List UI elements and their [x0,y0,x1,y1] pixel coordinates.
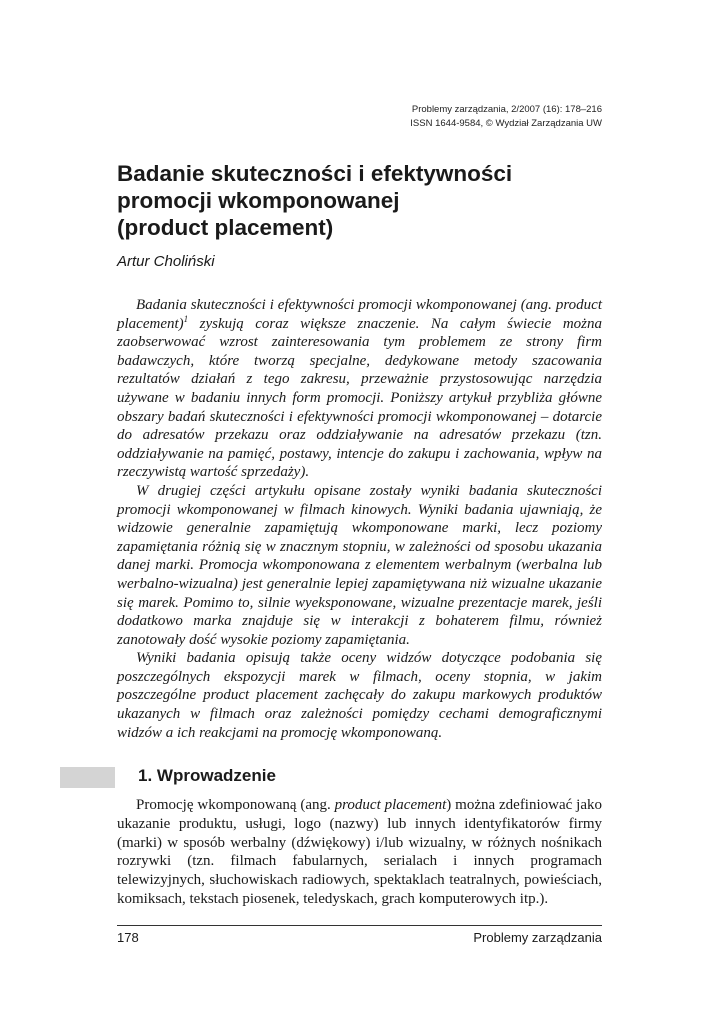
section-number: 1. [138,766,153,785]
body-p1-italic-term: product placement [334,797,447,813]
body-p1-text: Promocję wkomponowaną (ang. [136,797,335,813]
section-marker-bar [60,767,115,788]
article-title-line-2: promocji wkomponowanej [117,188,400,213]
article-title [117,160,617,241]
abstract-p1-text: Badania skuteczności i efektywności promocji wkomponowanej (ang. product placement) [117,297,602,332]
abstract-paragraph-2: W drugiej części artykułu opisane zostały wyniki badania skuteczności promocji wkomponowanej w filmach kinowych. Wyniki badania ujawniają, że widzowie generalnie zapamiętują wkomponowane marki, lecz poziomy zapamiętania różnią się w znacznym stopniu, w zależności od sposobu ukazania danej marki. Promocja wkomponowana z elementem werbalnym (werbalna lub werbalno-wizualna) jest generalnie lepiej zapamiętywana niż wizualne ukazanie się marek. Pomimo to, silnie wyeksponowane, wizualne prezentacje marek, jeśli dodatkowo marka znajduje się w interakcji z bohaterem filmu, również zanotowały dość wysokie poziomy zapamiętania. [117,482,602,648]
footer-journal-name: Problemy zarządzania [473,930,602,945]
footnote-marker[interactable]: 1 [183,313,189,324]
body-text [117,796,602,909]
body-p1-text-cont: ) można zdefiniować jako ukazanie produktu, usługi, logo (nazwy) lub innych identyfikatorów firmy (marki) w sposób werbalny (dźwiękowy) i/lub wizualny, w różnych nośnikach rozrywki (tzn. filmach fabularnych, serialach i innych programach telewizyjnych, słuchowiskach radiowych, spektaklach teatralnych, powieściach, komiksach, tekstach piosenek, teledyskach, grach komputerowych itp.). [117,797,602,907]
abstract-p1-text-cont: zyskują coraz większe znaczenie. Na całym świecie można zaobserwować wzrost zainteresowania tym problemem ze strony firm badawczych, które tworzą specjalne, dedykowane metody szacowania rezultatów działań z tego zakresu, przeważnie przystosowując narzędzia używane w badaniu innych form promocji. Poniższy artykuł przybliża główne obszary badań skuteczności i efektywności promocji wkomponowanej – dotarcie do adresatów przekazu oraz oddziaływanie na adresatów przekazu (tzn. oddziaływanie na pamięć, postawy, intencje do zakupu i zachowania, wpływ na rzeczywistą wartość sprzedaży). [117,315,602,481]
page-number: 178 [117,930,139,945]
body-paragraph-1 [117,796,602,909]
article-author: Artur Choliński [117,253,215,270]
section-title: Wprowadzenie [156,766,276,785]
abstract [117,296,602,742]
abstract-paragraph-1 [117,296,602,482]
abstract-paragraph-3: Wyniki badania opisują także oceny widzów dotyczące podobania się poszczególnych ekspozycji marek w filmach, oceny stopnia, w jakim poszczególne product placement zachęcały do zakupu markowych produktów ukazanych w filmach oraz zależności pomiędzy cechami demograficznymi widzów a ich reakcjami na promocję wkomponowaną. [117,650,602,741]
article-title-line-1: Badanie skuteczności i efektywności [117,161,513,186]
journal-meta [410,103,602,131]
journal-meta-citation: Problemy zarządzania, 2/2007 (16): 178–216 [411,104,602,115]
article-title-line-3: (product placement) [117,215,334,240]
footer-divider [117,925,602,926]
journal-meta-issn: ISSN 1644-9584, © Wydział Zarządzania UW [410,118,602,129]
section-heading [138,765,276,787]
